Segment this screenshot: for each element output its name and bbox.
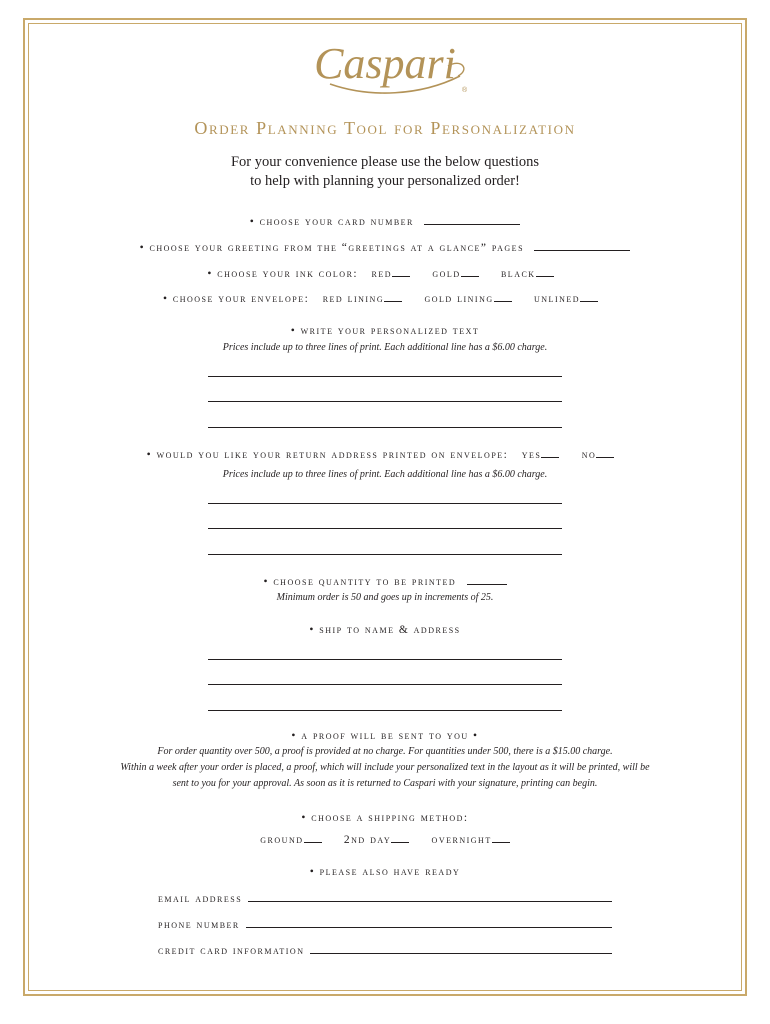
return-address-line-1[interactable] [208, 503, 562, 504]
proof-note-line-1: For order quantity over 500, a proof is provided at no charge. For quantities under 500, there is a $15.00 charge. [157, 746, 613, 757]
card-number-blank[interactable] [424, 215, 520, 225]
ship-to-line-3[interactable] [208, 710, 562, 711]
proof-note-line-2: Within a week after your order is placed, a proof, which will include your personalized text in the layout as it will be printed, will be [120, 762, 650, 773]
card-number-label: • choose your card number [249, 216, 414, 228]
phone-number-blank[interactable] [246, 918, 612, 928]
svg-text:®: ® [462, 87, 468, 94]
ready-label: • please also have ready [309, 866, 461, 878]
return-address-no[interactable]: no [582, 449, 615, 461]
envelope-label: • choose your envelope: [162, 293, 310, 305]
intro-line-1: For your convenience please use the below questions [230, 154, 540, 170]
shipping-options-row [0, 833, 770, 846]
personalized-text-label: • write your personalized text [290, 325, 480, 337]
quantity-note: Minimum order is 50 and goes up in increments of 25. [276, 592, 494, 603]
return-address-row [0, 448, 770, 461]
quantity-row [0, 575, 770, 588]
return-address-line-3[interactable] [208, 554, 562, 555]
email-address-blank[interactable] [248, 892, 612, 902]
credit-card-label: credit card information [158, 945, 305, 957]
greeting-blank[interactable] [534, 241, 630, 251]
envelope-row [0, 292, 770, 305]
ink-color-label: • choose your ink color: [207, 268, 359, 280]
greeting-label: • choose your greeting from the “greetings at a glance” pages [139, 242, 525, 254]
ink-option-red[interactable]: red [372, 268, 411, 280]
envelope-option-red-lining[interactable]: red lining [323, 293, 402, 305]
credit-card-field[interactable] [158, 944, 612, 957]
shipping-label: • choose a shipping method: [301, 812, 469, 824]
greeting-row [0, 241, 770, 254]
personalized-text-line-2[interactable] [208, 401, 562, 402]
phone-number-label: phone number [158, 919, 240, 931]
card-number-row [0, 215, 770, 228]
shipping-option-ground[interactable]: ground [260, 834, 321, 846]
quantity-label: • choose quantity to be printed [263, 576, 457, 588]
phone-number-field[interactable] [158, 918, 612, 931]
personalized-text-line-3[interactable] [208, 427, 562, 428]
email-address-label: email address [158, 893, 243, 905]
proof-label: • a proof will be sent to you • [291, 730, 479, 742]
svg-text:Caspari: Caspari [314, 39, 456, 88]
return-address-note: Prices include up to three lines of print. Each additional line has a $6.00 charge. [222, 469, 548, 480]
return-address-yes[interactable]: yes [522, 449, 560, 461]
proof-note-line-3: sent to you for your approval. As soon as it is returned to Caspari with your signature, printing can begin. [172, 778, 598, 789]
ship-to-line-2[interactable] [208, 684, 562, 685]
caspari-logo [300, 36, 470, 100]
personalized-text-note: Prices include up to three lines of print. Each additional line has a $6.00 charge. [222, 342, 548, 353]
quantity-blank[interactable] [467, 575, 507, 585]
envelope-option-gold-lining[interactable]: gold lining [424, 293, 511, 305]
page-title: Order Planning Tool for Personalization [194, 118, 576, 138]
return-address-line-2[interactable] [208, 528, 562, 529]
return-address-label: • would you like your return address printed on envelope: [146, 449, 509, 461]
shipping-option-overnight[interactable]: overnight [432, 834, 510, 846]
ship-to-line-1[interactable] [208, 659, 562, 660]
intro-line-2: to help with planning your personalized order! [250, 173, 520, 189]
ink-option-gold[interactable]: gold [432, 268, 478, 280]
shipping-option-2nd-day[interactable]: 2nd day [344, 834, 409, 846]
ink-option-black[interactable]: black [501, 268, 554, 280]
ink-color-row [0, 267, 770, 280]
ship-to-label: • ship to name & address [309, 624, 461, 636]
email-address-field[interactable] [158, 892, 612, 905]
envelope-option-unlined[interactable]: unlined [534, 293, 598, 305]
personalized-text-line-1[interactable] [208, 376, 562, 377]
credit-card-blank[interactable] [310, 944, 612, 954]
